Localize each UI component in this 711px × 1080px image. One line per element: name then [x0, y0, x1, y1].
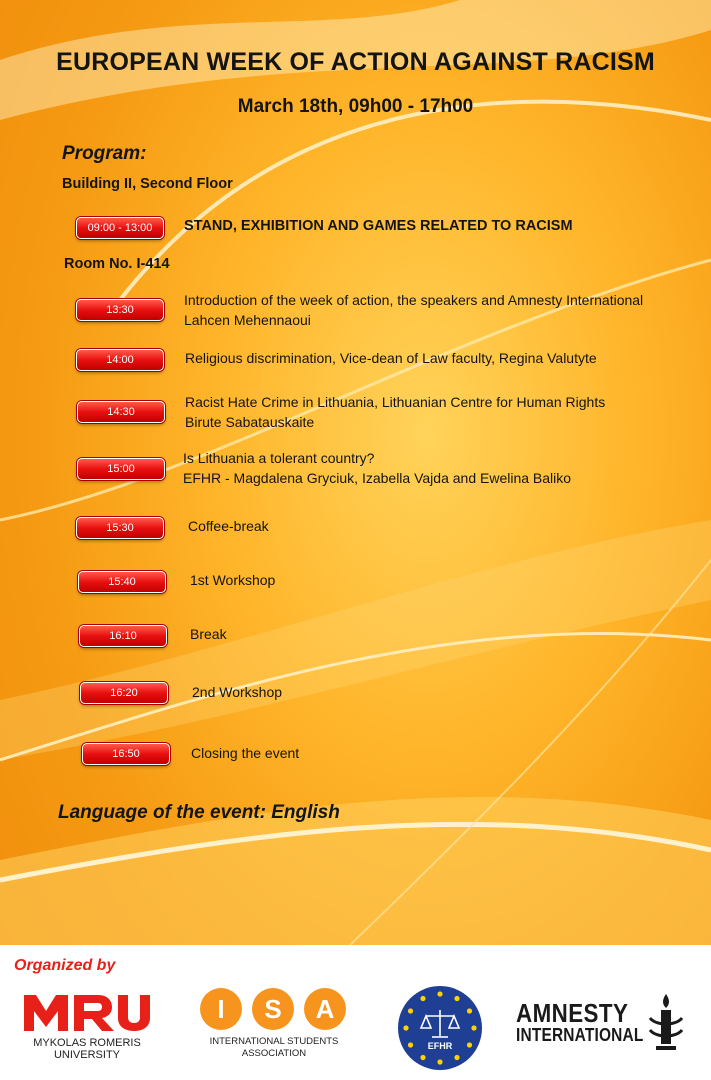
mru-name: MYKOLAS ROMERIS UNIVERSITY — [33, 1037, 141, 1061]
candle-icon — [646, 990, 686, 1056]
isa-name: INTERNATIONAL STUDENTS ASSOCIATION — [209, 1036, 339, 1059]
amnesty-logo-text: AMNESTY INTERNATIONAL — [516, 998, 644, 1045]
time-badge: 14:30 — [77, 401, 165, 423]
time-badge: 16:50 — [82, 743, 170, 765]
time-badge: 15:00 — [77, 458, 165, 480]
time-badge: 16:20 — [80, 682, 168, 704]
efhr-label: EFHR — [427, 1041, 453, 1051]
program-heading: Program: — [62, 143, 147, 164]
event-description: Break — [190, 626, 227, 642]
time-badge: 13:30 — [76, 299, 164, 321]
event-description: Closing the event — [191, 745, 300, 761]
event-description: Introduction of the week of action, the speakers and Amnesty International Lahcen Mehennaoui — [184, 292, 644, 328]
isa-logo: I S A — [200, 988, 350, 1032]
mru-logo — [22, 991, 154, 1033]
event-description: Coffee-break — [188, 518, 269, 534]
time-badge: 09:00 - 13:00 — [76, 217, 164, 239]
time-badge: 15:40 — [78, 571, 166, 593]
efhr-logo — [396, 984, 484, 1072]
poster-title: EUROPEAN WEEK OF ACTION AGAINST RACISM — [56, 48, 655, 76]
location-room: Room No. I-414 — [64, 256, 170, 272]
event-description: Religious discrimination, Vice-dean of Law faculty, Regina Valutyte — [185, 350, 597, 366]
event-description: Is Lithuania a tolerant country? EFHR - Magdalena Gryciuk, Izabella Vajda and Ewelina Baliko — [183, 450, 572, 486]
organized-by-label: Organized by — [14, 957, 116, 974]
time-badge: 16:10 — [79, 625, 167, 647]
event-description: 1st Workshop — [190, 572, 276, 588]
time-badge: 15:30 — [76, 517, 164, 539]
event-description: Racist Hate Crime in Lithuania, Lithuanian Centre for Human Rights Birute Sabatauskaite — [185, 394, 606, 430]
location-building: Building II, Second Floor — [62, 176, 233, 192]
time-badge: 14:00 — [76, 349, 164, 371]
event-language: Language of the event: English — [58, 802, 340, 823]
event-description: STAND, EXHIBITION AND GAMES RELATED TO RACISM — [184, 218, 573, 234]
event-description: 2nd Workshop — [192, 684, 283, 700]
event-date: March 18th, 09h00 - 17h00 — [237, 96, 474, 117]
